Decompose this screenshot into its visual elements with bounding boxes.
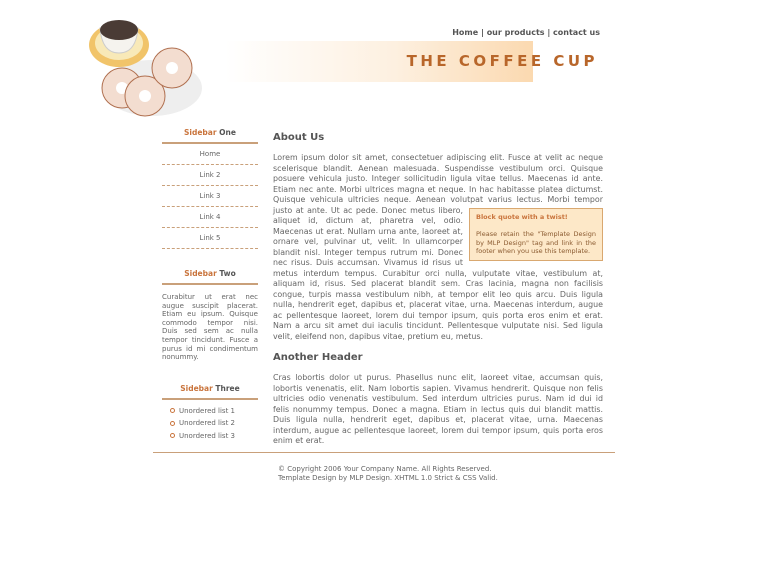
credits: Template Design by MLP Design. XHTML 1.0 Strict & CSS Valid. — [278, 474, 498, 482]
heading-accent: Sidebar — [184, 269, 217, 278]
list-item: Unordered list 1 — [170, 405, 258, 418]
sidebar-link-5[interactable]: Link 5 — [162, 228, 258, 249]
sidebar-two-text: Curabitur ut erat nec augue suscipit placerat. Etiam eu ipsum. Quisque commodo tempor nisi. Duis sed sem ac nulla tempor tincidunt. Fusce a purus id mi condimentum nonummy. — [162, 293, 258, 362]
block-quote — [469, 208, 603, 261]
sidebar-link-2[interactable]: Link 2 — [162, 165, 258, 186]
another-heading: Another Header — [273, 352, 363, 363]
sidebar-link-4[interactable]: Link 4 — [162, 207, 258, 228]
heading-rest: Two — [216, 269, 236, 278]
sidebar-link-home[interactable]: Home — [162, 144, 258, 165]
heading-rest: Three — [212, 383, 240, 393]
heading-accent: Sidebar — [184, 128, 217, 137]
footer-divider — [153, 452, 615, 453]
about-text-1: Lorem ipsum dolor sit amet, consectetuer adipiscing elit. Fusce at velit ac neque scelerisque blandit. Aenean malesuada. Suspendisse vestibulum orci. Quisque posuere vehicula justo. Integer sollicitudin ligula vitae tellus. Maecenas id ante. Etiam nec ante. Morbi ultrices magna et neque. In hac habitasse platea dictumst. Quisque vehicula ultricies neque. Aenean volutpat varius lectus. Morbi tempor — [273, 153, 603, 204]
quote-text: Please retain the "Template Design by MLP Design" tag and link in the footer when you use this template. — [476, 230, 596, 255]
quote-title: Block quote with a twist! — [476, 212, 568, 221]
nav-contact[interactable]: contact us — [553, 28, 600, 37]
about-paragraph — [273, 153, 603, 342]
about-heading: About Us — [273, 132, 325, 143]
another-paragraph: Cras lobortis dolor ut purus. Phasellus nunc elit, laoreet vitae, accumsan quis, lobortis venenatis, elit. Nam lobortis sapien. Vivamus hendrerit. Quisque non felis ultricies odio venenatis vestibulum. Sed interdum ultricies purus. Nam id dui id felis nonummy tempus. Donec a magna. Etiam in lectus quis dui blandit mattis. Duis ligula nulla, hendrerit eget, dapibus et, placerat vitae, urna. Maecenas interdum, augue ac pellentesque laoreet, lorem dui tempor ipsum, quis porta eros enim et erat. — [273, 373, 603, 445]
sidebar-one-heading — [162, 126, 258, 144]
coffee-donuts-logo — [82, 8, 207, 120]
top-nav: Home | our products | contact us — [452, 28, 600, 37]
sidebar-link-3[interactable]: Link 3 — [162, 186, 258, 207]
copyright: © Copyright 2006 Your Company Name. All Rights Reserved. — [278, 465, 492, 473]
nav-home[interactable]: Home — [452, 28, 479, 37]
nav-products[interactable]: our products — [486, 28, 545, 37]
sidebar — [162, 126, 258, 442]
sidebar-three-heading — [162, 382, 258, 400]
heading-rest: One — [216, 128, 236, 137]
footer — [278, 465, 498, 483]
site-title: THE COFFEE CUP — [406, 52, 598, 70]
about-text-2: justo at ante. Ut ac pede. Donec metus libero, aliquet id, dictum at, pharetra vel, odio. Maecenas ut erat. Nullam urna ante, laoreet at, ornare vel, pulvinar ut, velit. In ullamcorper blandit nisl. Integer tempus rutrum mi. Donec nec risus. Duis accumsan. Vivamus id risus ut metus interdum tempus. Curabitur orci nulla, vulputate vitae, vestibulum at, aliquam id, risus. Sed placerat blandit sem. Cras lacinia, magna non facilisis congue, turpis massa vestibulum nibh, at tempor elit leo quis arcu. Duis ligula nulla, hendrerit eget, dapibus et, placerat vitae, urna. Maecenas interdum, augue ac pellentesque laoreet, lorem dui tempor ipsum, quis porta eros enim et erat. Nam a arcu sit amet dui iaculis tincidunt. Pellentesque vulputate nisi. Sed ligula velit, eleifend non, dapibus vitae, pretium eu, metus. — [273, 205, 603, 341]
heading-accent: Sidebar — [180, 383, 213, 393]
list-item: Unordered list 3 — [170, 430, 258, 443]
main-content — [273, 132, 603, 457]
sidebar-links — [162, 144, 258, 249]
list-item: Unordered list 2 — [170, 417, 258, 430]
sidebar-list — [162, 405, 258, 443]
sidebar-two-heading — [162, 267, 258, 285]
